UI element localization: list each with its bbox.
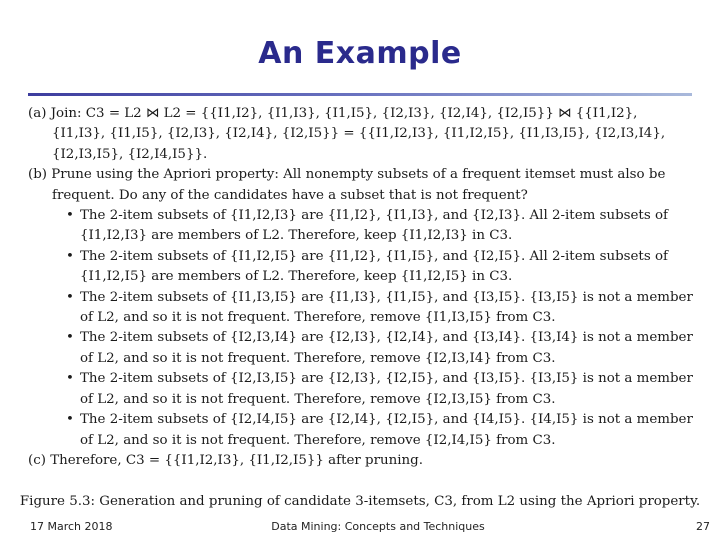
prune-bullet-6: • The 2-item subsets of {I2,I4,I5} are {I2,I4}, {I2,I5}, and {I4,I5}. {I4,I5} is not a member of L2, and so it is not frequent. Therefore, remove {I2,I4,I5} from C3. [80, 410, 694, 451]
prune-bullet-2: • The 2-item subsets of {I1,I2,I5} are {I1,I2}, {I1,I5}, and {I2,I5}. All 2-item subsets of {I1,I2,I5} are members of L2. Therefore, keep {I1,I2,I5} in C3. [80, 247, 694, 288]
footer-course: Data Mining: Concepts and Techniques [271, 520, 485, 533]
footer-page-number: 27 [696, 520, 710, 533]
prune-bullet-4: • The 2-item subsets of {I2,I3,I4} are {I2,I3}, {I2,I4}, and {I3,I4}. {I3,I4} is not a member of L2, and so it is not frequent. Therefore, remove {I2,I3,I4} from C3. [80, 328, 694, 369]
prune-bullet-list [28, 206, 694, 451]
figure-caption: Figure 5.3: Generation and pruning of candidate 3-itemsets, C3, from L2 using the Apriori property. [19, 494, 701, 509]
title-divider [28, 93, 692, 96]
slide-title: An Example [258, 36, 462, 71]
step-c-result: (c) Therefore, C3 = {{I1,I2,I3}, {I1,I2,I5}} after pruning. [28, 452, 423, 468]
prune-bullet-3: • The 2-item subsets of {I1,I3,I5} are {I1,I3}, {I1,I5}, and {I3,I5}. {I3,I5} is not a member of L2, and so it is not frequent. Therefore, remove {I1,I3,I5} from C3. [80, 288, 694, 329]
prune-bullet-5: • The 2-item subsets of {I2,I3,I5} are {I2,I3}, {I2,I5}, and {I3,I5}. {I3,I5} is not a member of L2, and so it is not frequent. Therefore, remove {I2,I3,I5} from C3. [80, 369, 694, 410]
prune-bullet-1: • The 2-item subsets of {I1,I2,I3} are {I1,I2}, {I1,I3}, and {I2,I3}. All 2-item subsets of {I1,I2,I3} are members of L2. Therefore, keep {I1,I2,I3} in C3. [80, 206, 694, 247]
example-body [28, 104, 694, 471]
footer-date: 17 March 2018 [30, 520, 113, 533]
step-a-join: (a) Join: C3 = L2 ⋈ L2 = {{I1,I2}, {I1,I3}, {I1,I5}, {I2,I3}, {I2,I4}, {I2,I5}} ⋈ {{I1,I2}, {I1,I3}, {I1,I5}, {I2,I3}, {I2,I4}, {I2,I5}} = {{I1,I2,I3}, {I1,I2,I5}, {I1,I3,I5}, {I2,I3,I4}, {I2,I3,I5}, {I2,I4,I5}}. [28, 106, 666, 162]
step-b-prune: (b) Prune using the Apriori property: All nonempty subsets of a frequent itemset must also be frequent. Do any of the candidates have a subset that is not frequent? [28, 167, 666, 203]
